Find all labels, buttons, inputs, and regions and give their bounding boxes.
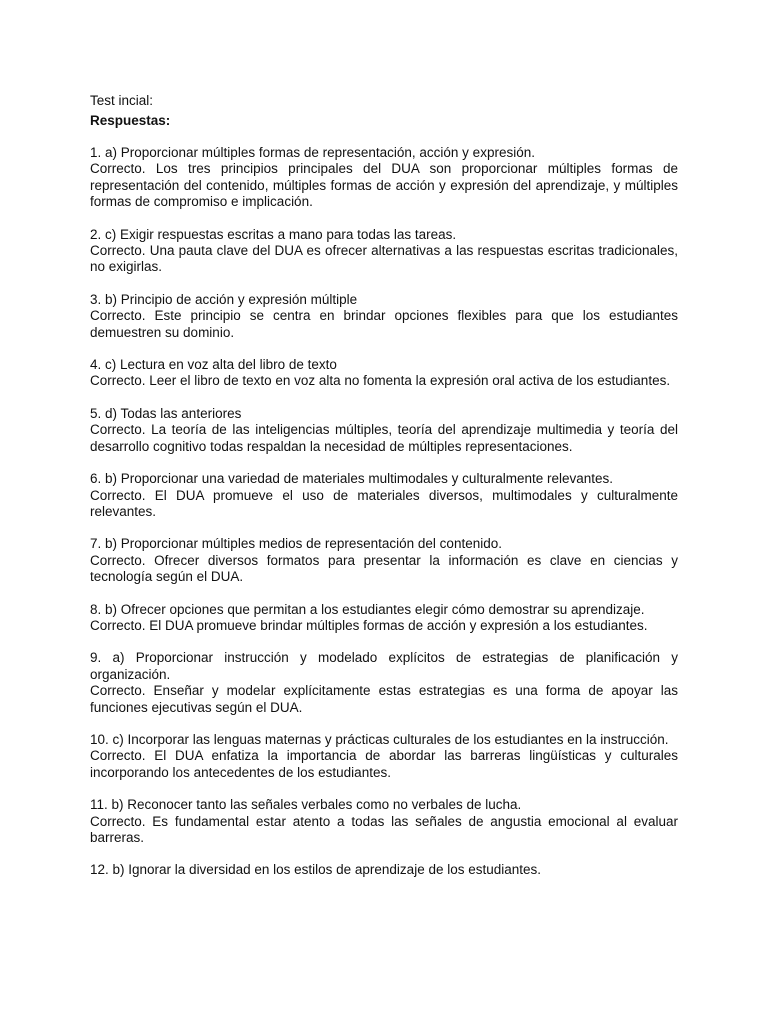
- answer-item-12: [90, 862, 678, 878]
- answers-heading: Respuestas:: [90, 113, 171, 128]
- answer-option: 11. b) Reconocer tanto las señales verbales como no verbales de lucha.: [90, 797, 522, 813]
- answer-item-1: [90, 145, 678, 211]
- answer-item-2: [90, 227, 678, 276]
- answer-option: 1. a) Proporcionar múltiples formas de representación, acción y expresión.: [90, 145, 535, 160]
- answer-item-4: [90, 357, 678, 390]
- answer-item-3: [90, 292, 678, 341]
- answer-explanation: Correcto. Una pauta clave del DUA es ofrecer alternativas a las respuestas escritas tradicionales, no exigirlas.: [90, 243, 678, 275]
- answer-explanation: Correcto. La teoría de las inteligencias múltiples, teoría del aprendizaje multimedia y teoría del desarrollo cognitivo todas respaldan la necesidad de múltiples representaciones.: [90, 422, 678, 454]
- answer-option: 6. b) Proporcionar una variedad de materiales multimodales y culturalmente relevantes.: [90, 471, 614, 487]
- answer-explanation: Correcto. Es fundamental estar atento a todas las señales de angustia emocional al evaluar barreras.: [90, 813, 678, 845]
- answer-explanation: Correcto. Leer el libro de texto en voz alta no fomenta la expresión oral activa de los estudiantes.: [90, 373, 671, 389]
- answer-option: 5. d) Todas las anteriores: [90, 405, 242, 421]
- answer-item-10: [90, 732, 678, 781]
- answer-item-11: [90, 797, 678, 846]
- answer-explanation: Correcto. Este principio se centra en brindar opciones flexibles para que los estudiantes demuestren su dominio.: [90, 308, 678, 340]
- answer-option: 10. c) Incorporar las lenguas maternas y prácticas culturales de los estudiantes en la instrucción.: [90, 731, 669, 747]
- answer-explanation: Correcto. El DUA promueve brindar múltiples formas de acción y expresión a los estudiantes.: [90, 617, 648, 633]
- answer-option: 3. b) Principio de acción y expresión múltiple: [90, 291, 358, 307]
- answer-item-8: [90, 602, 678, 635]
- answer-item-7: [90, 536, 678, 585]
- answer-item-9: [90, 650, 678, 716]
- answer-option: 8. b) Ofrecer opciones que permitan a los estudiantes elegir cómo demostrar su aprendizaje.: [90, 601, 645, 617]
- test-title: Test incial:: [90, 93, 154, 108]
- answers-list: [90, 145, 678, 879]
- answer-option: 2. c) Exigir respuestas escritas a mano para todas las tareas.: [90, 226, 457, 242]
- answer-option: 9. a) Proporcionar instrucción y modelado explícitos de estrategias de planificación y organización.: [90, 650, 678, 682]
- answer-item-6: [90, 471, 678, 520]
- answer-explanation: Correcto. Ofrecer diversos formatos para presentar la información es clave en ciencias y tecnología según el DUA.: [90, 552, 678, 585]
- answer-option: 7. b) Proporcionar múltiples medios de representación del contenido.: [90, 536, 502, 552]
- answer-explanation: Correcto. Enseñar y modelar explícitamente estas estrategias es una forma de apoyar las funciones ejecutivas según el DUA.: [90, 683, 678, 715]
- answer-option: 12. b) Ignorar la diversidad en los estilos de aprendizaje de los estudiantes.: [90, 862, 542, 878]
- answer-explanation: Correcto. El DUA promueve el uso de materiales diversos, multimodales y culturalmente relevantes.: [90, 487, 678, 519]
- answer-item-5: [90, 406, 678, 455]
- answer-option: 4. c) Lectura en voz alta del libro de texto: [90, 357, 337, 373]
- answer-explanation: Correcto. El DUA enfatiza la importancia de abordar las barreras lingüísticas y culturales incorporando los antecedentes de los estudiantes.: [90, 748, 678, 780]
- answer-explanation: Correcto. Los tres principios principales del DUA son proporcionar múltiples formas de representación del contenido, múltiples formas de acción y expresión del aprendizaje, y múltiples formas de compromiso e implicación.: [90, 161, 678, 210]
